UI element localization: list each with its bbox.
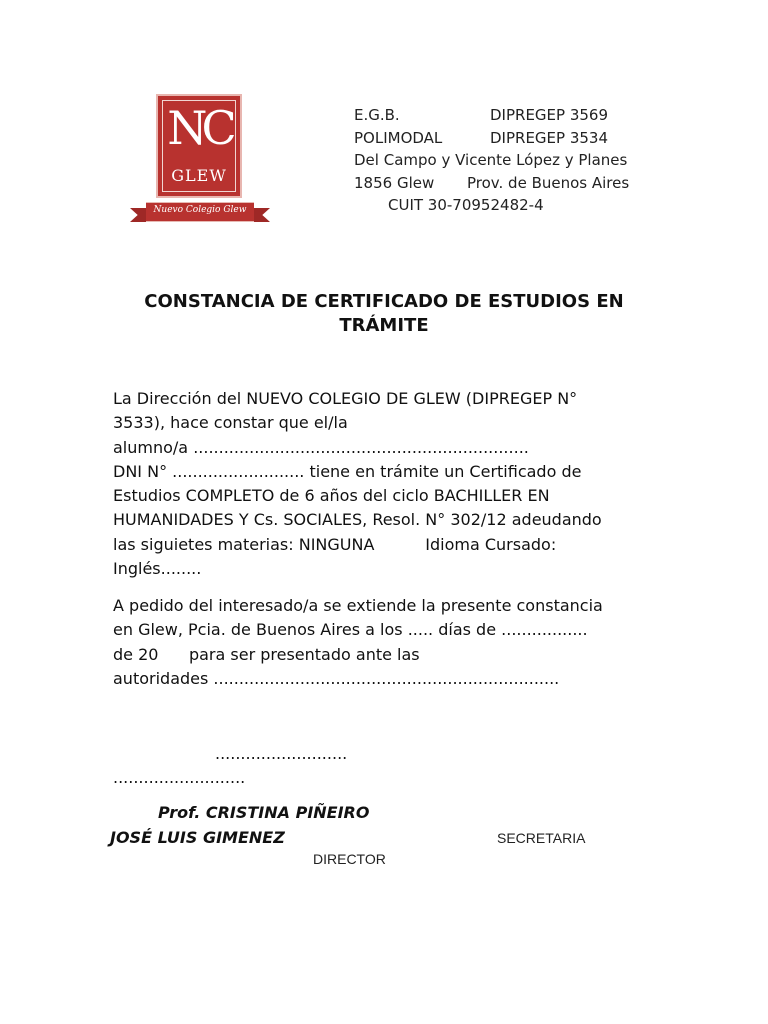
logo-ribbon [128,200,272,224]
info-label: E.G.B. [354,106,400,124]
info-province: Prov. de Buenos Aires [467,173,630,192]
language-line: Inglés........ [113,559,202,579]
authorities-line: autoridades .................................................................... [113,668,560,688]
signature-line-director: .......................... [113,768,246,787]
signature-line-secretary: .......................... [215,744,348,763]
info-label: POLIMODAL [354,128,443,147]
director-name: JOSÉ LUIS GIMENEZ [110,828,285,847]
title-line-1: CONSTANCIA DE CERTIFICADO DE ESTUDIOS EN [144,291,624,312]
body-line: HUMANIDADES Y Cs. SOCIALES, Resol. N° 302/12 adeudando [113,510,602,530]
info-address: Del Campo y Vicente López y Planes [354,151,628,169]
certificate-body [113,387,673,581]
info-row-egb [354,104,627,127]
logo-ribbon-text: Nuevo Colegio Glew [153,205,247,215]
info-row-polimodal [354,127,627,150]
body-line: La Dirección del NUEVO COLEGIO DE GLEW (DIPREGEP N° [113,389,578,408]
student-name-line: alumno/a .................................................................. [113,437,529,457]
title-line-2: TRÁMITE [339,315,429,336]
school-info [354,104,630,217]
year-line: de 20 para ser presentado ante las [113,644,420,664]
info-city: 1856 Glew [354,173,435,192]
secretary-name: Prof. CRISTINA PIÑEIRO [158,803,370,822]
logo-city: GLEW [171,166,227,185]
issuance-paragraph [113,594,673,691]
info-value: DIPREGEP 3534 [490,128,609,147]
logo-shield [156,94,242,198]
info-row-address [354,149,627,172]
date-line: en Glew, Pcia. de Buenos Aires a los ..... días de ................. [113,620,588,640]
director-role: DIRECTOR [313,851,386,867]
school-logo [128,92,272,232]
logo-monogram: NC [167,101,231,155]
subjects-line: las siguietes materias: NINGUNA Idioma Cursado: [113,534,557,554]
body-line: 3533), hace constar que el/la [113,413,348,433]
dni-line: DNI N° .......................... tiene en trámite un Certificado de [113,461,582,481]
secretary-role: SECRETARIA [497,830,586,846]
info-cuit: CUIT 30-70952482-4 [388,196,544,214]
info-value: DIPREGEP 3569 [490,106,609,124]
info-row-city [354,172,630,195]
body-line: A pedido del interesado/a se extiende la presente constancia [113,596,603,615]
document-title [108,290,660,338]
info-row-cuit [354,194,627,217]
body-line: Estudios COMPLETO de 6 años del ciclo BACHILLER EN [113,486,550,506]
